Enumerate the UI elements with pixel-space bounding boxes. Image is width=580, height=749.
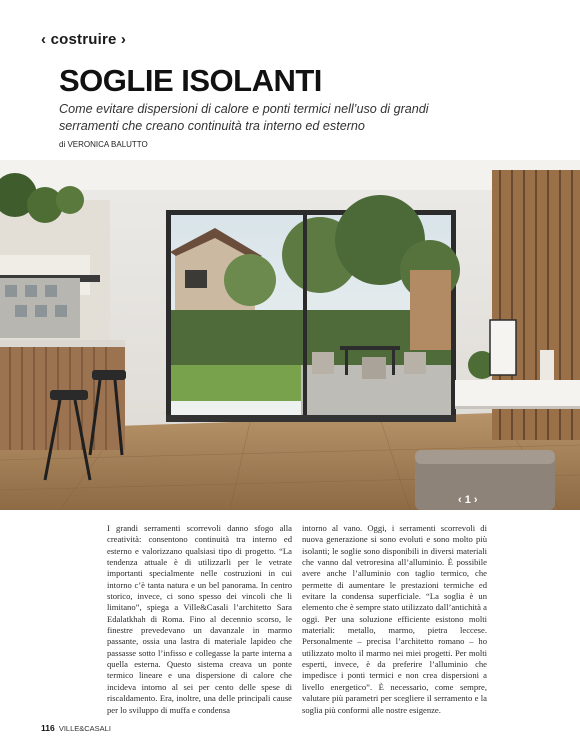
page-footer: [41, 723, 111, 733]
article-column-2: intorno al vano. Oggi, i serramenti scorrevoli di nuova generazione si sono evoluti e sono molto più isolanti; le soglie sono disponibili in diversi materiali che vanno dal vetroresina all’alluminio. È possibile avere anche l’alluminio con taglio termico, che permette di aumentare le prestazioni termiche ed evitare la condensa superficiale. “La soglia è un elemento che è sempre stato utilizzato dall’antichità a oggi. Per una soluzione efficiente esistono molti materiali: metallo, marmo, pietra leccese. Personalmente – precisa l’architetto romano – ho utilizzato molto il marmo nei miei progetti. Per molti esperti, invece, è da preferire l’alluminio che impedisce i ponti termici e non crea dispersioni a livello energetico”. È necessario, come sempre, valutare più parametri per scegliere il serramento e la soglia più conformi alle nostre esigenze.: [302, 523, 487, 715]
page-number: 116: [41, 723, 55, 733]
section-label: ‹ costruire ›: [41, 31, 127, 48]
photo-page-indicator[interactable]: ‹ 1 ›: [458, 494, 478, 506]
article-subtitle: Come evitare dispersioni di calore e ponti termici nell’uso di grandi serramenti che creano continuità tra interno ed esterno: [59, 102, 429, 133]
hero-photo: [0, 160, 580, 510]
magazine-name: VILLE&CASALI: [58, 724, 111, 733]
byline: di VERONICA BALUTTO: [59, 140, 148, 149]
interior-illustration: [0, 160, 580, 510]
article-column-1: I grandi serramenti scorrevoli danno sfogo alla creatività: consentono continuità tra interno ed esterno e valorizzano qualsiasi tipo di progetto. “La tendenza attuale è di utilizzarli per le vetrate importanti specialmente nelle costruzioni in cui intorno c’è tanta natura e un bel panorama. In centro storico, invece, ci sono spesso dei vincoli che li limitano”, spiega a Ville&Casali l’architetto Sara Edalatkhah di Roma. Fino al decennio scorso, le finestre prevedevano un davanzale in marmo passante, ossia una lastra di materiale lapideo che passasse sotto l’infisso e collegasse la parte interna a quella esterna. Questo sistema creava un ponte termico lineare e una dispersione di calore che incideva intorno al sei per cento delle spese di riscaldamento. Era, inoltre, una delle principali cause per lo sviluppo di muffa e condensa: [107, 523, 292, 715]
article-title: SOGLIE ISOLANTI: [59, 63, 322, 98]
